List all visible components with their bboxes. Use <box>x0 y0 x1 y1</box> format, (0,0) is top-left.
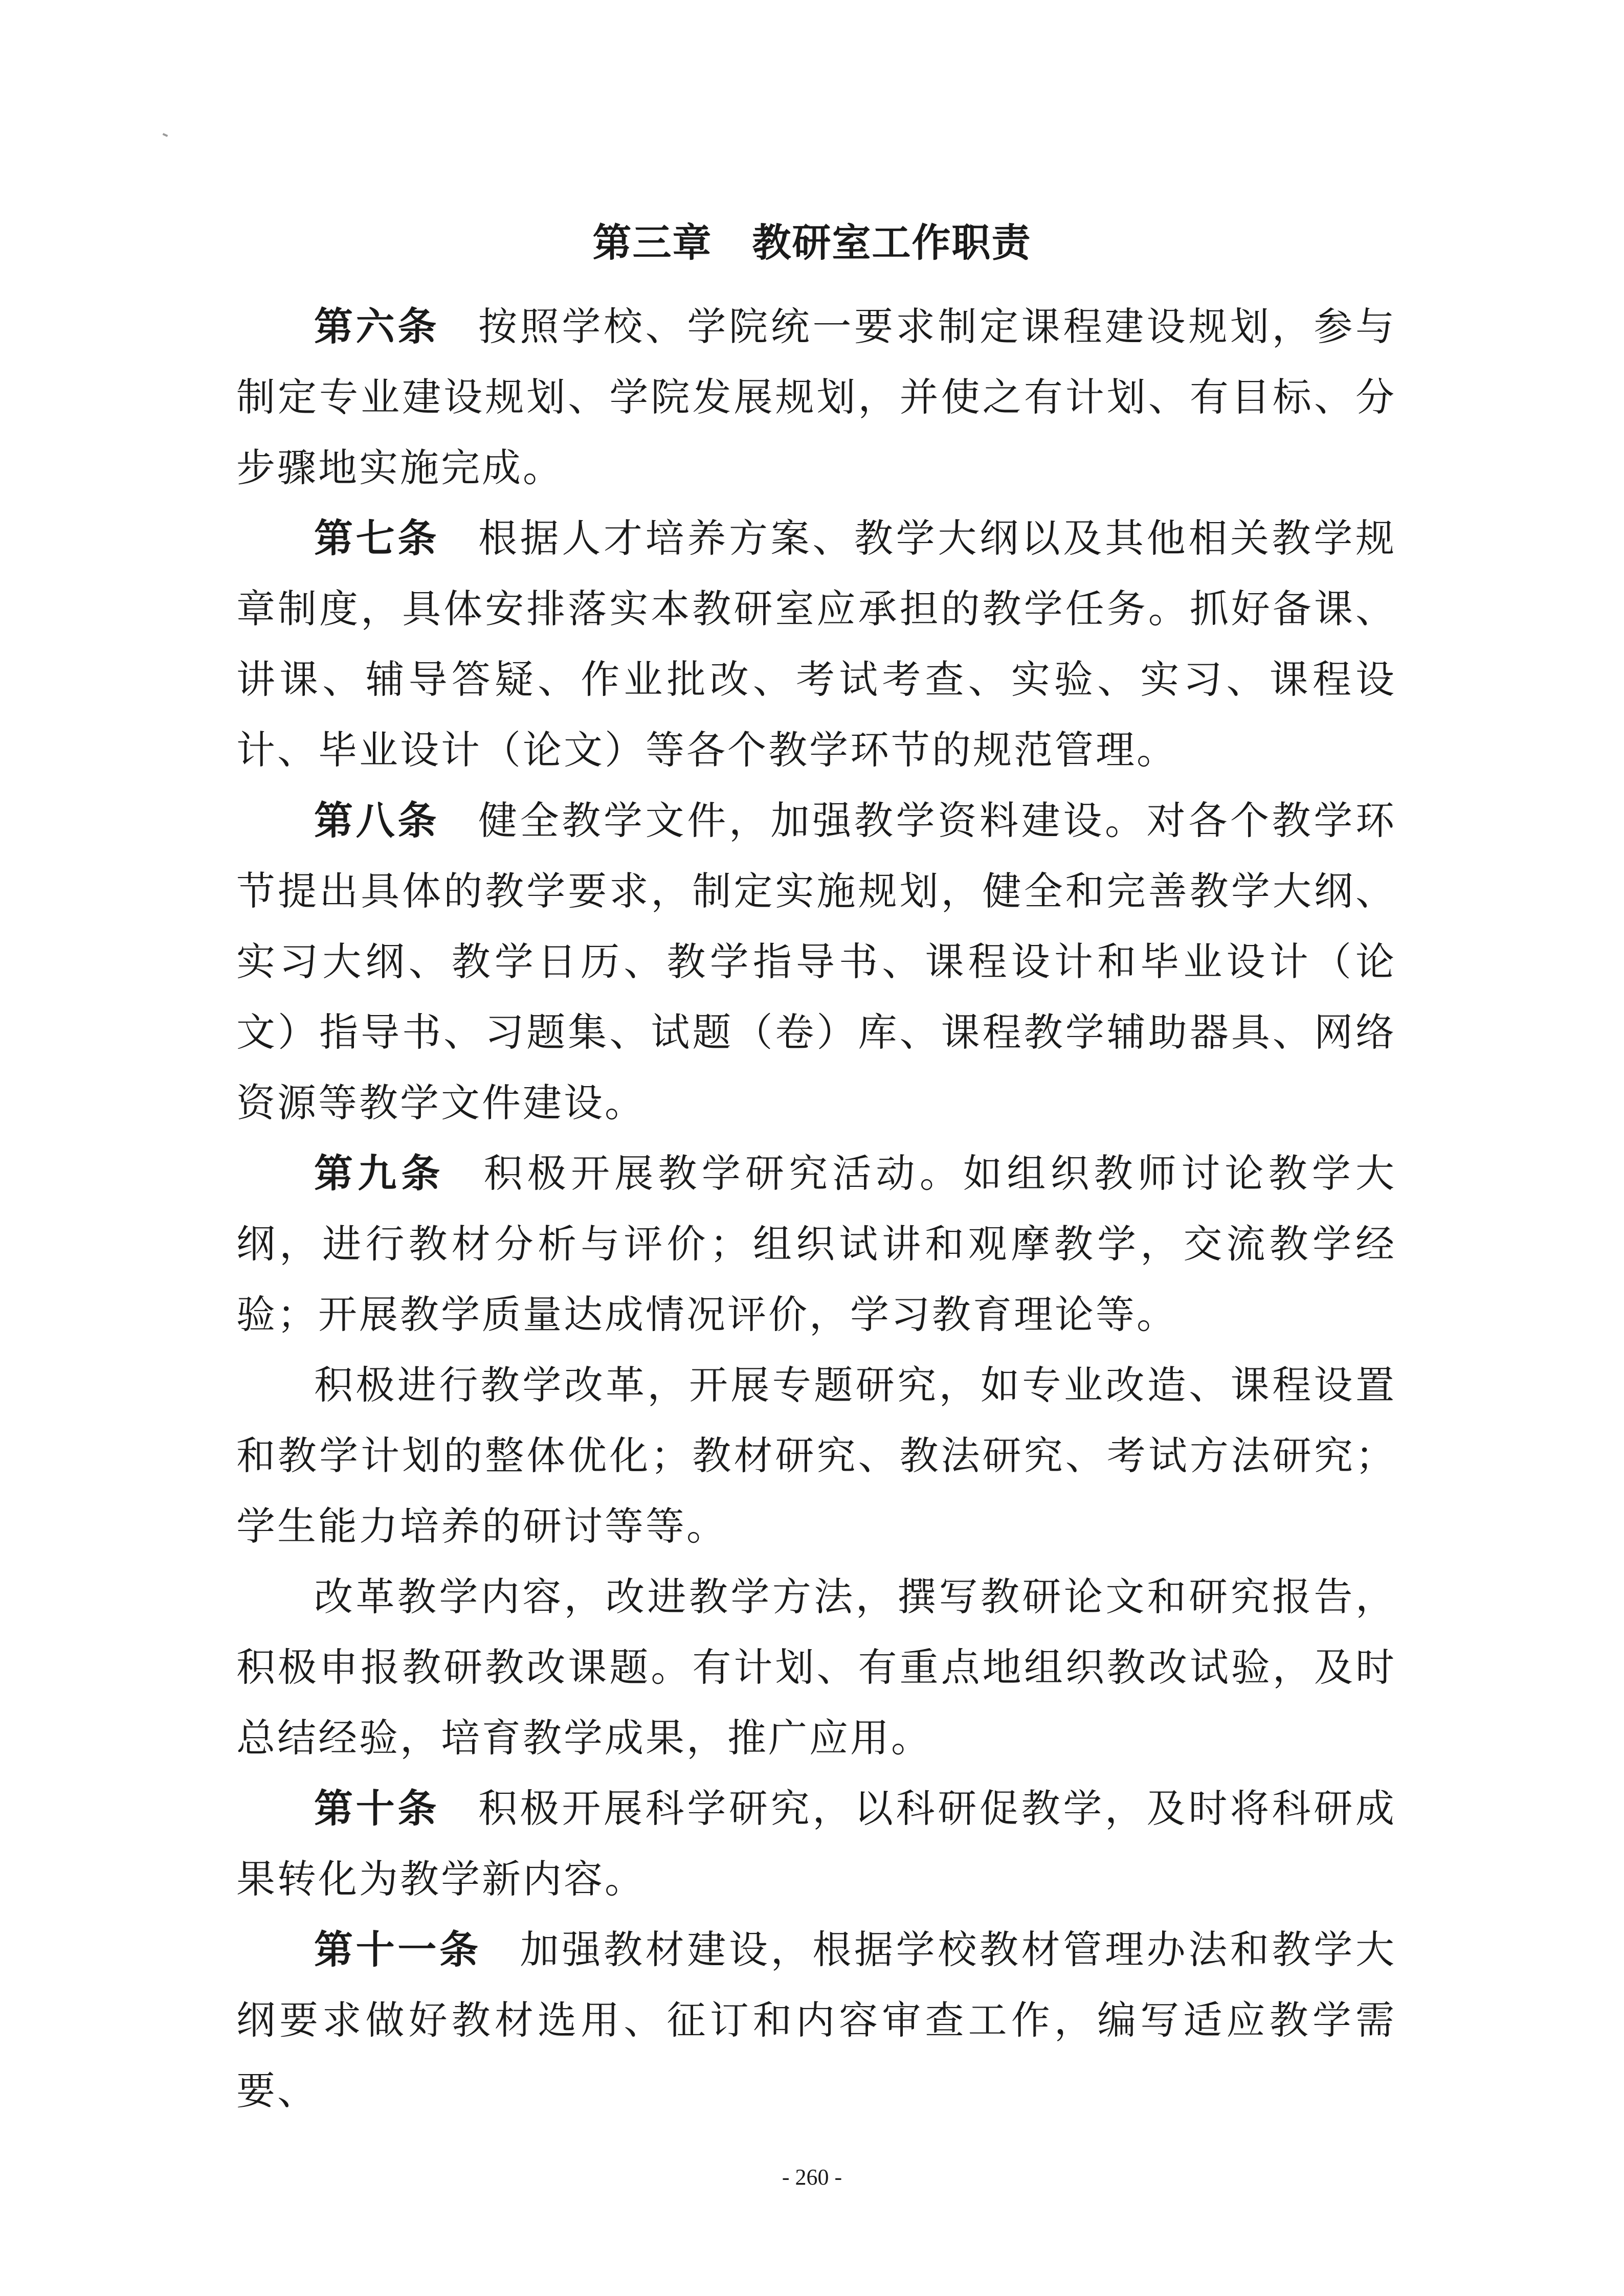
article-9-paragraph-2 <box>236 1350 1396 1562</box>
chapter-title: 第三章 教研室工作职责 <box>592 220 1032 265</box>
article-label: 第六条 <box>314 304 439 349</box>
article-label: 第七条 <box>314 515 439 561</box>
scan-artifact-mark <box>163 133 168 137</box>
document-body <box>236 291 1396 2126</box>
article-text: 加强教材建设，根据学校教材管理办法和教学大纲要求做好教材选用、征订和内容审查工作，编写适应教学需要、 <box>236 1927 1397 2113</box>
article-text: 积极开展教学研究活动。如组织教师讨论教学大纲，进行教材分析与评价；组织试讲和观摩教学，交流教学经验；开展教学质量达成情况评价，学习教育理论等。 <box>236 1151 1397 1337</box>
article-label: 第九条 <box>314 1151 445 1196</box>
article-11 <box>236 1915 1396 2126</box>
article-label: 第十一条 <box>314 1927 481 1972</box>
article-text: 积极开展科学研究，以科研促教学，及时将科研成果转化为教学新内容。 <box>236 1786 1396 1902</box>
article-text: 健全教学文件，加强教学资料建设。对各个教学环节提出具体的教学要求，制定实施规划，健全和完善教学大纲、实习大纲、教学日历、教学指导书、课程设计和毕业设计（论文）指导书、习题集、试题（卷）库、课程教学辅助器具、网络资源等教学文件建设。 <box>236 798 1396 1126</box>
article-7 <box>236 503 1396 785</box>
article-9 <box>236 1138 1396 1350</box>
article-9-paragraph-3 <box>236 1562 1396 1773</box>
article-label: 第十条 <box>314 1786 439 1831</box>
article-6 <box>236 291 1396 503</box>
article-label: 第八条 <box>314 798 439 843</box>
article-text: 根据人才培养方案、教学大纲以及其他相关教学规章制度，具体安排落实本教研室应承担的教学任务。抓好备课、讲课、辅导答疑、作业批改、考试考查、实验、实习、课程设计、毕业设计（论文）等各个教学环节的规范管理。 <box>236 515 1396 773</box>
page-number: - 260 - <box>782 2165 842 2190</box>
article-text: 按照学校、学院统一要求制定课程建设规划，参与制定专业建设规划、学院发展规划，并使之有计划、有目标、分步骤地实施完成。 <box>236 304 1396 490</box>
article-text: 改革教学内容，改进教学方法，撰写教研论文和研究报告，积极申报教研教改课题。有计划、有重点地组织教改试验，及时总结经验，培育教学成果，推广应用。 <box>236 1574 1396 1761</box>
article-text: 积极进行教学改革，开展专题研究，如专业改造、课程设置和教学计划的整体优化；教材研究、教法研究、考试方法研究；学生能力培养的研讨等等。 <box>236 1362 1396 1549</box>
article-8 <box>236 785 1396 1138</box>
article-10 <box>236 1773 1396 1915</box>
